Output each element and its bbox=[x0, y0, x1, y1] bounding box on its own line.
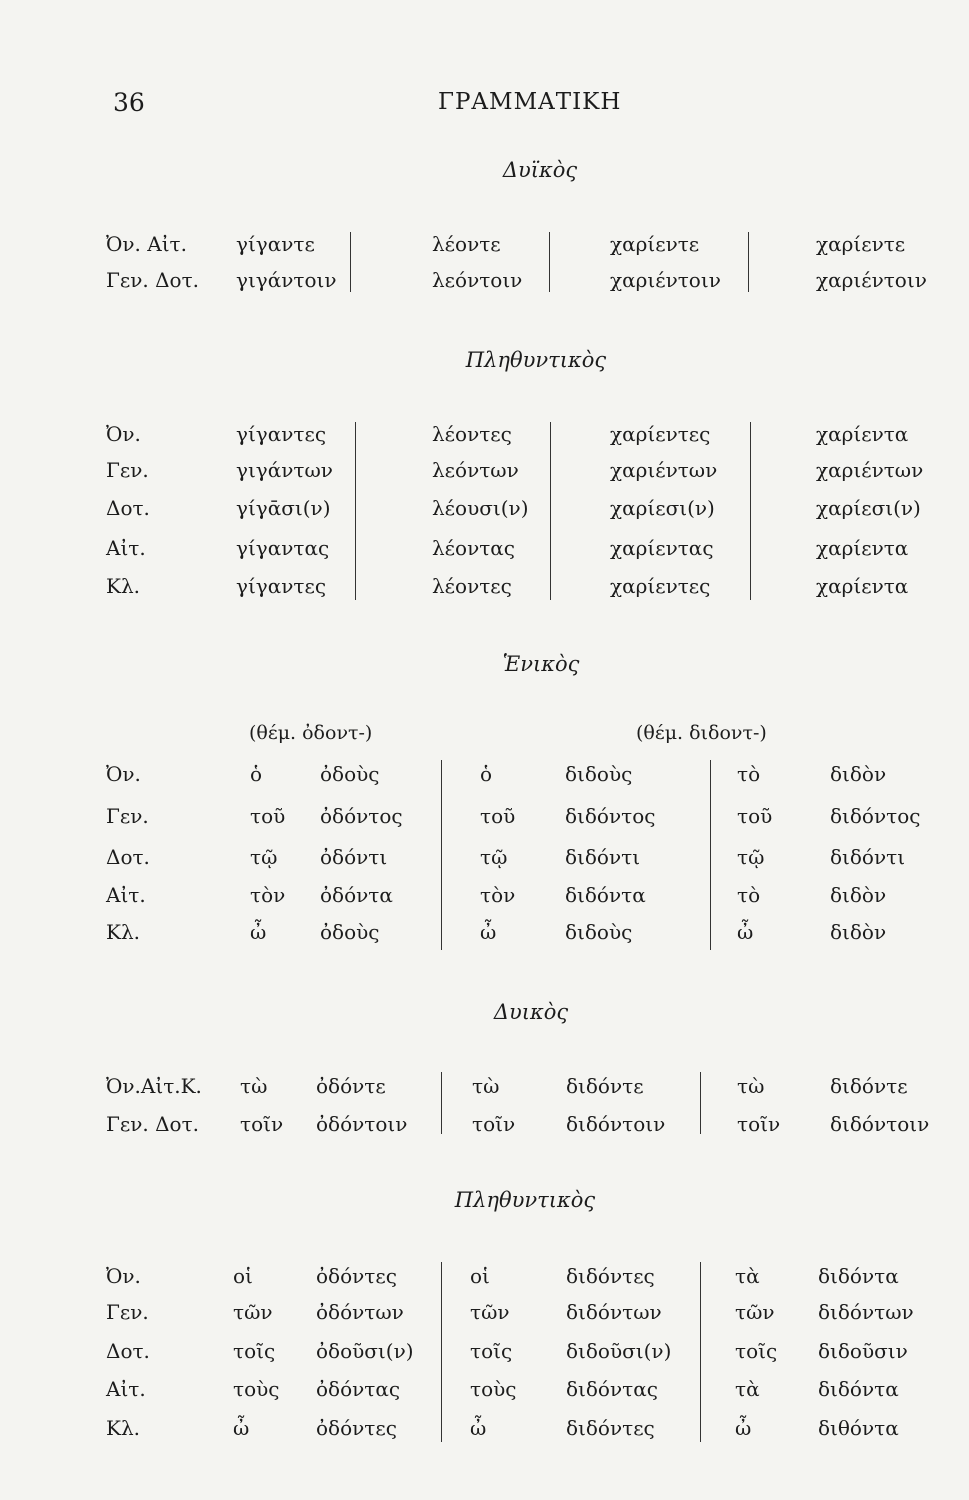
form-cell: λέοντε bbox=[432, 232, 501, 256]
form-cell: διδόντων bbox=[818, 1300, 914, 1324]
form-cell: ὀδόντες bbox=[316, 1416, 397, 1440]
article-cell: τῷ bbox=[250, 845, 278, 869]
form-cell: χαρίεντα bbox=[816, 536, 909, 560]
form-cell: χαρίεντα bbox=[816, 422, 909, 446]
article-cell: τοῦ bbox=[737, 804, 773, 828]
form-cell: χαρίεντε bbox=[610, 232, 700, 256]
article-cell: τῶν bbox=[470, 1300, 510, 1324]
case-label: Αἰτ. bbox=[106, 1377, 146, 1401]
form-cell: λέοντας bbox=[432, 536, 516, 560]
form-cell: διδόντε bbox=[830, 1074, 908, 1098]
form-cell: χαριέντων bbox=[816, 458, 924, 482]
form-cell: ὀδοὺς bbox=[320, 920, 380, 944]
form-cell: ὀδοὺς bbox=[320, 762, 380, 786]
plural-heading-1: Πληθυντικὸς bbox=[465, 348, 607, 372]
article-cell: τὰ bbox=[735, 1377, 760, 1401]
form-cell: διδόντος bbox=[830, 804, 921, 828]
form-cell: διδὸν bbox=[830, 883, 887, 907]
column-rule bbox=[550, 422, 551, 600]
article-cell: τὼ bbox=[472, 1074, 500, 1098]
case-label: Αἰτ. bbox=[106, 536, 146, 560]
case-label: Αἰτ. bbox=[106, 883, 146, 907]
plural-heading-2: Πληθυντικὸς bbox=[454, 1188, 596, 1212]
form-cell: χαρίεντες bbox=[610, 422, 711, 446]
case-label: Κλ. bbox=[106, 920, 140, 944]
form-cell: διδόντοιν bbox=[566, 1112, 666, 1136]
article-cell: τῷ bbox=[480, 845, 508, 869]
article-cell: τὼ bbox=[240, 1074, 268, 1098]
article-cell: τοῖς bbox=[470, 1339, 513, 1363]
column-rule bbox=[748, 232, 749, 292]
column-rule bbox=[700, 1262, 701, 1442]
form-cell: διδόντοιν bbox=[830, 1112, 930, 1136]
form-cell: διδόντε bbox=[566, 1074, 644, 1098]
form-cell: διδόντος bbox=[565, 804, 656, 828]
form-cell: διδόντι bbox=[565, 845, 641, 869]
article-cell: τοῦ bbox=[480, 804, 516, 828]
form-cell: λεόντων bbox=[432, 458, 519, 482]
form-cell: διθόντα bbox=[818, 1416, 899, 1440]
article-cell: οἱ bbox=[470, 1264, 490, 1288]
case-label: Γεν. bbox=[106, 804, 149, 828]
case-label: Γεν. bbox=[106, 1300, 149, 1324]
case-label: Δοτ. bbox=[106, 1339, 150, 1363]
article-cell: τοῖς bbox=[735, 1339, 778, 1363]
column-rule bbox=[441, 760, 442, 950]
article-cell: ὦ bbox=[480, 920, 497, 944]
form-cell: διδόντα bbox=[818, 1264, 899, 1288]
article-cell: τῶν bbox=[233, 1300, 273, 1324]
form-cell: διδόντα bbox=[818, 1377, 899, 1401]
page-number: 36 bbox=[113, 88, 145, 117]
form-cell: ὀδόντοιν bbox=[316, 1112, 408, 1136]
case-label: Δοτ. bbox=[106, 496, 150, 520]
article-cell: τοῖν bbox=[472, 1112, 516, 1136]
article-cell: ὦ bbox=[250, 920, 267, 944]
column-rule bbox=[441, 1072, 442, 1134]
article-cell: τὼ bbox=[737, 1074, 765, 1098]
article-cell: ὁ bbox=[480, 762, 493, 786]
article-cell: τῶν bbox=[735, 1300, 775, 1324]
article-cell: ὁ bbox=[250, 762, 263, 786]
form-cell: χαρίεντα bbox=[816, 574, 909, 598]
form-cell: ὀδοῦσι(ν) bbox=[316, 1339, 414, 1363]
form-cell: διδόντες bbox=[566, 1264, 655, 1288]
column-rule bbox=[350, 232, 351, 292]
case-label: Ὀν. Αἰτ. bbox=[106, 232, 187, 256]
form-cell: διδόντας bbox=[566, 1377, 658, 1401]
form-cell: λέοντες bbox=[432, 574, 512, 598]
form-cell: χαρίεσι(ν) bbox=[610, 496, 715, 520]
form-cell: ὀδόντε bbox=[316, 1074, 386, 1098]
form-cell: ὀδόντα bbox=[320, 883, 393, 907]
case-label: Ὀν. bbox=[106, 1264, 141, 1288]
form-cell: χαριέντοιν bbox=[816, 268, 927, 292]
form-cell: ὀδόντι bbox=[320, 845, 388, 869]
column-rule bbox=[700, 1072, 701, 1134]
case-label: Κλ. bbox=[106, 1416, 140, 1440]
article-cell: τοὺς bbox=[233, 1377, 280, 1401]
form-cell: ὀδόντας bbox=[316, 1377, 401, 1401]
running-head: ΓΡΑΜΜΑΤΙΚΗ bbox=[438, 89, 622, 115]
form-cell: γίγαντες bbox=[236, 422, 327, 446]
form-cell: λέοντες bbox=[432, 422, 512, 446]
case-label: Γεν. Δοτ. bbox=[106, 1112, 200, 1136]
article-cell: τὸν bbox=[250, 883, 286, 907]
form-cell: διδὸν bbox=[830, 762, 887, 786]
form-cell: χαρίεντας bbox=[610, 536, 714, 560]
form-cell: ὀδόντων bbox=[316, 1300, 404, 1324]
form-cell: διδοῦσι(ν) bbox=[566, 1339, 672, 1363]
form-cell: διδόντι bbox=[830, 845, 906, 869]
form-cell: διδόντες bbox=[566, 1416, 655, 1440]
article-cell: τὰ bbox=[735, 1264, 760, 1288]
article-cell: τῷ bbox=[737, 845, 765, 869]
column-rule bbox=[549, 232, 550, 292]
form-cell: γίγαντες bbox=[236, 574, 327, 598]
article-cell: οἱ bbox=[233, 1264, 253, 1288]
article-cell: τὸ bbox=[737, 762, 761, 786]
column-rule bbox=[710, 760, 711, 950]
article-cell: ὦ bbox=[470, 1416, 487, 1440]
article-cell: τοῖν bbox=[240, 1112, 284, 1136]
singular-heading: Ἑνικὸς bbox=[502, 652, 580, 676]
form-cell: γίγᾱσι(ν) bbox=[236, 496, 331, 520]
case-label: Ὀν.Αἰτ.Κ. bbox=[106, 1074, 202, 1098]
dual-heading-1: Δυϊκὸς bbox=[502, 158, 578, 182]
article-cell: ὦ bbox=[233, 1416, 250, 1440]
form-cell: γίγαντε bbox=[236, 232, 315, 256]
form-cell: χαρίεσι(ν) bbox=[816, 496, 921, 520]
form-cell: λέουσι(ν) bbox=[432, 496, 529, 520]
article-cell: τὸν bbox=[480, 883, 516, 907]
form-cell: διδόντων bbox=[566, 1300, 662, 1324]
dual-heading-2: Δυικὸς bbox=[493, 1000, 569, 1024]
form-cell: λεόντοιν bbox=[432, 268, 523, 292]
case-label: Γεν. bbox=[106, 458, 149, 482]
form-cell: διδόντα bbox=[565, 883, 646, 907]
case-label: Ὀν. bbox=[106, 422, 141, 446]
column-rule bbox=[355, 422, 356, 600]
column-rule bbox=[750, 422, 751, 600]
stem-label: (θέμ. διδοντ-) bbox=[636, 722, 767, 744]
stem-label: (θέμ. ὀδοντ-) bbox=[249, 722, 373, 744]
article-cell: τὸ bbox=[737, 883, 761, 907]
form-cell: διδὸν bbox=[830, 920, 887, 944]
form-cell: γιγάντοιν bbox=[236, 268, 337, 292]
form-cell: χαριέντων bbox=[610, 458, 718, 482]
article-cell: τοῖν bbox=[737, 1112, 781, 1136]
form-cell: γιγάντων bbox=[236, 458, 333, 482]
form-cell: χαρίεντε bbox=[816, 232, 906, 256]
case-label: Ὀν. bbox=[106, 762, 141, 786]
form-cell: χαρίεντες bbox=[610, 574, 711, 598]
article-cell: ὦ bbox=[735, 1416, 752, 1440]
form-cell: διδοὺς bbox=[565, 920, 633, 944]
article-cell: τοῖς bbox=[233, 1339, 276, 1363]
column-rule bbox=[441, 1262, 442, 1442]
form-cell: γίγαντας bbox=[236, 536, 330, 560]
article-cell: τοῦ bbox=[250, 804, 286, 828]
case-label: Γεν. Δοτ. bbox=[106, 268, 200, 292]
case-label: Κλ. bbox=[106, 574, 140, 598]
article-cell: ὦ bbox=[737, 920, 754, 944]
form-cell: χαριέντοιν bbox=[610, 268, 721, 292]
article-cell: τοὺς bbox=[470, 1377, 517, 1401]
form-cell: διδοῦσιν bbox=[818, 1339, 908, 1363]
form-cell: ὀδόντος bbox=[320, 804, 403, 828]
form-cell: διδοὺς bbox=[565, 762, 633, 786]
form-cell: ὀδόντες bbox=[316, 1264, 397, 1288]
case-label: Δοτ. bbox=[106, 845, 150, 869]
